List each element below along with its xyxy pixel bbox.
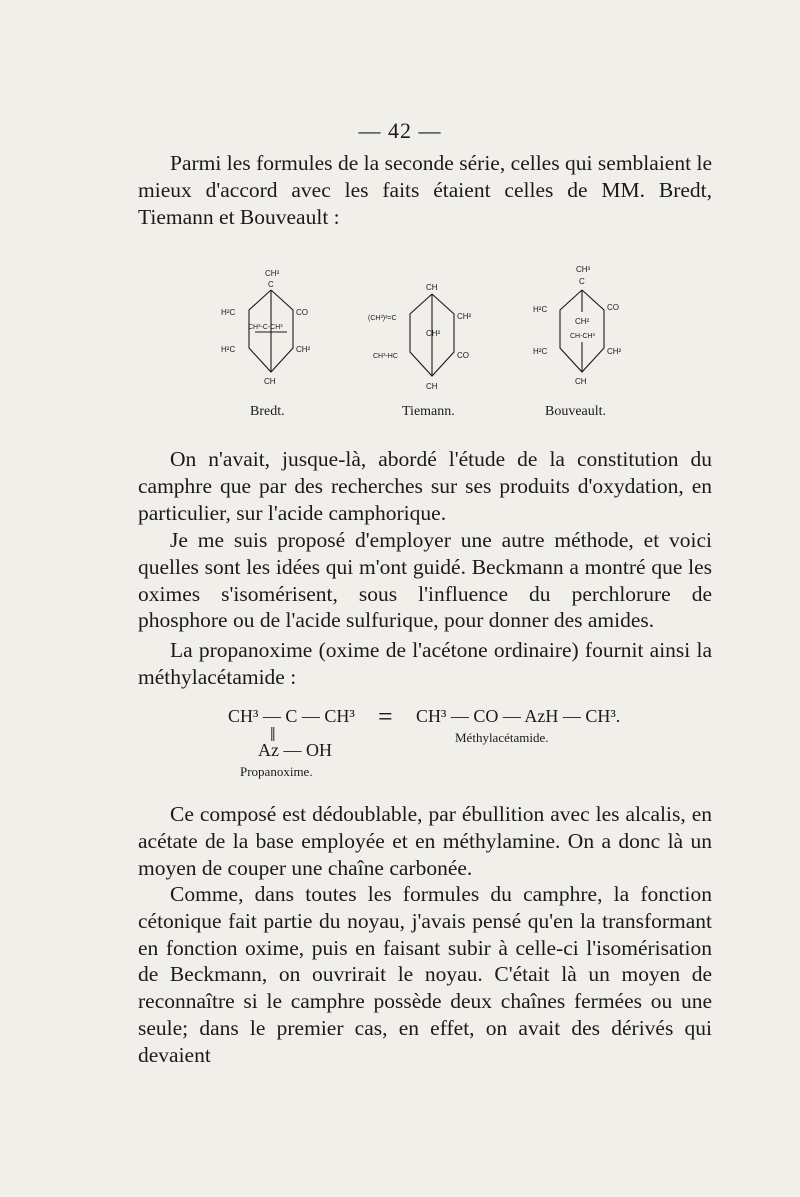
tiemann-ul: (CH³)²=C (368, 315, 397, 322)
bouveault-top-sub: CH³ (576, 265, 591, 274)
equation-double-bond: ‖ (270, 724, 276, 746)
equation-left-name: Propanoxime. (240, 764, 313, 779)
tiemann-formula (368, 276, 488, 411)
bouveault-lr: CH² (607, 347, 622, 356)
structural-formulas (0, 262, 800, 432)
bouveault-ul: H²C (533, 305, 548, 314)
bredt-ll: H²C (221, 345, 236, 354)
bredt-center: CH³-C-CH³ (248, 324, 283, 331)
bredt-lr: CH² (296, 345, 311, 354)
caption-tiemann: Tiemann. (402, 404, 455, 419)
equation-right-name: Méthylacétamide. (455, 730, 549, 745)
bouveault-top: C (579, 277, 585, 286)
bouveault-formula (530, 262, 650, 407)
paragraph-intro: Parmi les formules de la seconde série, celles qui semblaient le mieux d'accord avec les faits étaient celles de MM. Bredt, Tiemann et Bouveault : (138, 151, 712, 229)
bouveault-center2: CH-CH³ (570, 333, 595, 340)
equation-left: CH³ — C — CH³ (228, 706, 355, 726)
bredt-ul: H²C (221, 308, 236, 317)
page-number: — 42 — (358, 118, 442, 143)
tiemann-ll: CH³-HC (373, 353, 398, 360)
equation-equals: = (378, 702, 393, 731)
bouveault-ll: H²C (533, 347, 548, 356)
bredt-formula (215, 262, 335, 407)
paragraph-constitution: On n'avait, jusque-là, abordé l'étude de la constitution du camphre que par des recherches sur ses produits d'oxydation, en particulier, sur l'acide camphorique. (138, 447, 712, 525)
paragraph-camphre: Comme, dans toutes les formules du camphre, la fonction cétonique fait partie du noyau, j'avais pensé qu'en la transformant en fonction oxime, puis en faisant subir à celle-ci l'isomérisation de Beckmann, on ouvrirait le noyau. C'était là un moyen de reconnaître si le camphre possède deux chaînes fermées ou une seule; dans le premier cas, en effet, on avait des dérivés qui devaient (138, 882, 712, 1067)
bredt-ur: CO (296, 308, 308, 317)
equation-right: CH³ — CO — AzH — CH³. (416, 706, 621, 726)
equation-sub: Az — OH (258, 740, 332, 760)
tiemann-center: CH² (426, 329, 441, 338)
bredt-top-sub: CH³ (265, 269, 280, 278)
bredt-top: C (268, 280, 274, 289)
paragraph-propanoxime: La propanoxime (oxime de l'acétone ordinaire) fournit ainsi la méthylacétamide : (138, 638, 712, 689)
paragraph-compose: Ce composé est dédoublable, par ébullition avec les alcalis, en acétate de la base employée et en méthylamine. On a donc là un moyen de couper une chaîne carbonée. (138, 802, 712, 880)
caption-bredt: Bredt. (250, 404, 285, 419)
paragraph-beckmann: Je me suis proposé d'employer une autre méthode, et voici quelles sont les idées qui m'ont guidé. Beckmann a montré que les oximes s'isomérisent, sous l'influence du perchlorure de phosphore ou de l'acide sulfurique, pour donner des amides. (138, 528, 712, 633)
tiemann-ur: CH² (457, 312, 472, 321)
bouveault-center1: CH² (575, 317, 590, 326)
tiemann-top: CH (426, 283, 438, 292)
tiemann-bottom: CH (426, 382, 438, 391)
bouveault-ur: CO (607, 303, 619, 312)
bouveault-bottom: CH (575, 377, 587, 386)
tiemann-lr: CO (457, 351, 469, 360)
bredt-bottom: CH (264, 377, 276, 386)
caption-bouveault: Bouveault. (545, 404, 607, 419)
